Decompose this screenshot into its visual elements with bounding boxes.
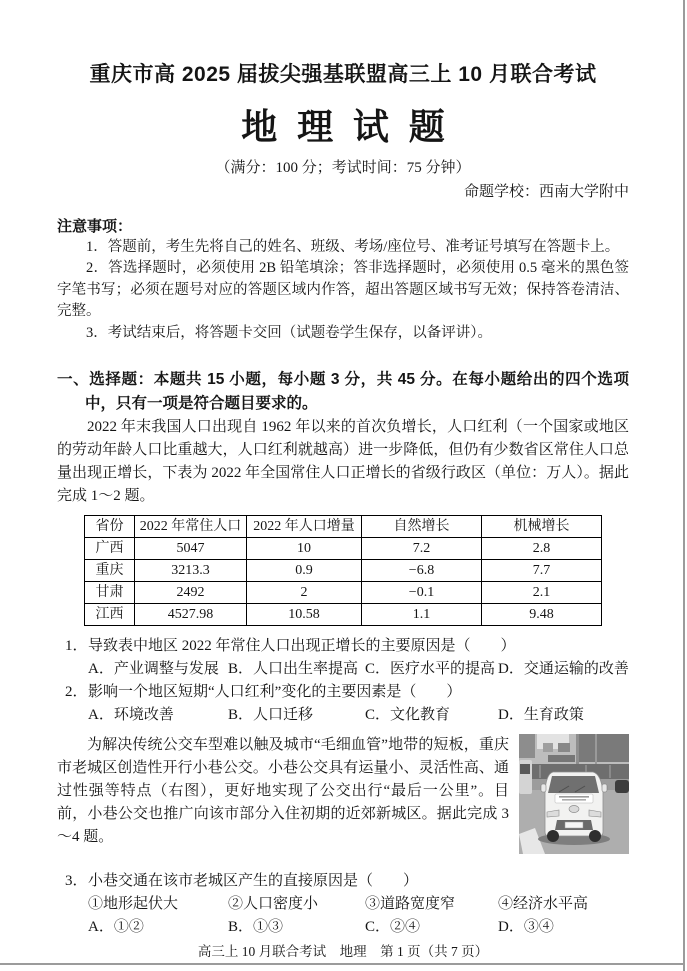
- table-row: [85, 560, 602, 582]
- cell: 甘肃: [85, 582, 135, 604]
- cell: 7.2: [362, 538, 482, 560]
- question-number: 1．: [65, 638, 88, 655]
- item-3: ③道路宽度窄: [365, 896, 456, 913]
- question-text: 导致表中地区 2022 年常住人口出现正增长的主要原因是（ ）: [88, 638, 516, 655]
- cell: 2: [247, 582, 362, 604]
- option-a: A．环境改善: [88, 707, 174, 724]
- item-1: ①地形起伏大: [88, 896, 179, 913]
- cell: 2492: [135, 582, 247, 604]
- scan-edge-bottom: [0, 963, 685, 965]
- question-2: [57, 681, 629, 704]
- population-table: [84, 515, 602, 626]
- option-b: B．人口出生率提高: [228, 661, 359, 678]
- option-c: C．医疗水平的提高: [365, 661, 496, 678]
- question-3-items: [57, 893, 629, 916]
- option-d: D．③④: [498, 919, 554, 936]
- cell: 10.58: [247, 604, 362, 626]
- option-a: A．①②: [88, 919, 144, 936]
- option-d: D．交通运输的改善: [498, 661, 629, 678]
- cell: −0.1: [362, 582, 482, 604]
- table-row: [85, 582, 602, 604]
- col-header-resident-pop: 2022 年常住人口: [135, 516, 247, 538]
- question-text: 影响一个地区短期“人口红利”变化的主要因素是（ ）: [88, 684, 462, 701]
- cell: 2.1: [482, 582, 602, 604]
- cell: 3213.3: [135, 560, 247, 582]
- table-row: [85, 538, 602, 560]
- passage-1: 2022 年末我国人口出现自 1962 年以来的首次负增长，人口红利（一个国家或地区的劳动年龄人口比重越大，人口红利就越高）进一步降低，但仍有少数省区常住人口总量出现正增长，下表为 2022 年全国常住人口正增长的省级行政区（单位：万人）。据此完成 1～2 题。: [57, 419, 629, 505]
- cell: 5047: [135, 538, 247, 560]
- table-row: [85, 604, 602, 626]
- question-3: [57, 870, 629, 893]
- cell: 4527.98: [135, 604, 247, 626]
- option-a: A．产业调整与发展: [88, 661, 219, 678]
- col-header-province: 省份: [85, 516, 135, 538]
- school-line: 命题学校：西南大学附中: [463, 184, 629, 200]
- option-d: D．生育政策: [498, 707, 584, 724]
- notice-item-1: 1．答题前，考生先将自己的姓名、班级、考场/座位号、准考证号填写在答题卡上。: [86, 239, 620, 255]
- question-1-options: [57, 658, 629, 681]
- col-header-natural-growth: 自然增长: [362, 516, 482, 538]
- question-number: 3．: [65, 873, 88, 890]
- item-4: ④经济水平高: [498, 896, 589, 913]
- page-footer: 高三上 10 月联合考试 地理 第 1 页（共 7 页）: [197, 944, 489, 960]
- minibus-photo: [519, 734, 629, 854]
- question-1: [57, 635, 629, 658]
- passage-2: 为解决传统公交车型难以触及城市“毛细血管”地带的短板，重庆市老城区创造性开行小巷公交。小巷公交具有运量小、灵活性高、通过性强等特点（右图），更好地实现了公交出行“最后一公里”。目前，小巷公交也推广向该市部分入住初期的近郊新城区。据此完成 3～4 题。: [57, 737, 509, 846]
- question-number: 2．: [65, 684, 88, 701]
- option-c: C．文化教育: [365, 707, 451, 724]
- section1-heading: 一、选择题：本题共 15 小题，每小题 3 分，共 45 分。在每小题给出的四个选项中，只有一项是符合题目要求的。: [57, 371, 629, 413]
- cell: 重庆: [85, 560, 135, 582]
- passage-2-block: [57, 734, 629, 858]
- cell: 0.9: [247, 560, 362, 582]
- cell: 7.7: [482, 560, 602, 582]
- notice-heading: 注意事项：: [57, 218, 133, 235]
- option-c: C．②④: [365, 919, 421, 936]
- score-time-line: （满分：100 分；考试时间：75 分钟）: [215, 160, 471, 176]
- col-header-pop-increase: 2022 年人口增量: [247, 516, 362, 538]
- notice-item-2: 2．答选择题时，必须使用 2B 铅笔填涂；答非选择题时，必须使用 0.5 毫米的黑色签字笔书写；必须在题号对应的答题区域内作答，超出答题区域书写无效；保持答卷清洁、完整。: [57, 260, 629, 320]
- item-2: ②人口密度小: [228, 896, 319, 913]
- subject-title: 地理试题: [241, 107, 465, 147]
- cell: −6.8: [362, 560, 482, 582]
- cell: 10: [247, 538, 362, 560]
- exam-title: 重庆市高 2025 届拔尖强基联盟高三上 10 月联合考试: [89, 63, 597, 86]
- cell: 1.1: [362, 604, 482, 626]
- option-b: B．①③: [228, 919, 284, 936]
- notice-item-3: 3．考试结束后，将答题卡交回（试题卷学生保存，以备评讲）。: [86, 324, 492, 341]
- col-header-mechanical-growth: 机械增长: [482, 516, 602, 538]
- option-b: B．人口迁移: [228, 707, 314, 724]
- page-content: [57, 0, 629, 960]
- cell: 2.8: [482, 538, 602, 560]
- question-text: 小巷交通在该市老城区产生的直接原因是（ ）: [88, 873, 419, 890]
- question-3-options: [57, 916, 629, 939]
- cell: 广西: [85, 538, 135, 560]
- table-header-row: [85, 516, 602, 538]
- cell: 9.48: [482, 604, 602, 626]
- scan-edge-right: [683, 0, 685, 971]
- cell: 江西: [85, 604, 135, 626]
- question-2-options: [57, 704, 629, 727]
